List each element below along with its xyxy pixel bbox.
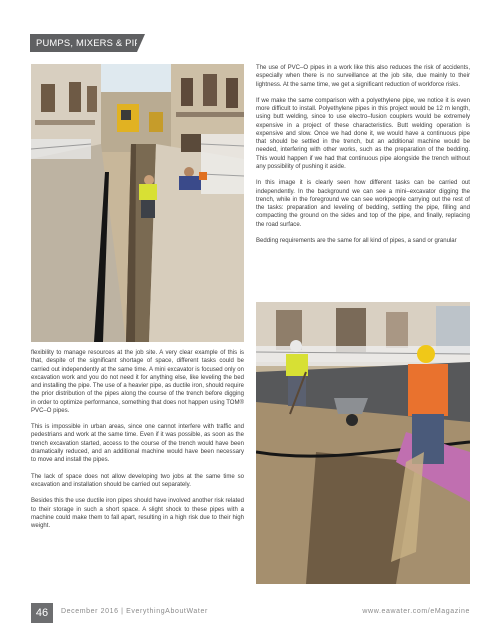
paragraph: The lack of space does not allow developing two jobs at the same time so excavation and installation should be carried out separately. [31, 473, 244, 488]
street-pipe-installation-photo [31, 64, 244, 342]
left-text-column [31, 349, 244, 539]
paragraph: Bedding requirements are the same for all kind of pipes, a sand or granular [256, 238, 457, 245]
issue-label: December 2016 | EverythingAboutWater [61, 608, 208, 615]
page-number: 46 [31, 603, 53, 623]
paragraph: If we make the same comparison with a polyethylene pipe, we notice it is even more difficult to install. Polyethylene pipes in this project would be 12 m length, using butt welding, since to use electro–fusion couplers would be extremely expensive in a project of these characteristics. Butt welding operation is expensive and slow. Once we had done it, we would have a continuous pipe that should be settled in the trench, but an additional machine would be needed, interfering with other works, such as the preparation of the bedding. This would happen if we had that continuous pipe alongside the trench without any possibility of pushing it aside. [256, 97, 470, 170]
paragraph: The use of PVC–O pipes in a work like this also reduces the risk of accidents, especially when there is no surveillance at the job site, due mainly to their lightness. At the same time, we get a significant reduction of workforce risks. [256, 65, 470, 88]
paragraph: This is impossible in urban areas, since one cannot interfere with traffic and pedestrians and work at the same time. Even if it was possible, as soon as the trench excavation started, access to the course of the trench would have been dramatically reduced, and an additional machine would have been necessary to move and install the pipes. [31, 424, 244, 464]
page-footer [0, 603, 500, 625]
right-text-column [256, 64, 470, 254]
section-tag: PUMPS, MIXERS & PIPES [30, 34, 137, 52]
magazine-url[interactable]: www.eawater.com/eMagazine [362, 608, 470, 615]
paragraph: flexibility to manage resources at the job site. A very clear example of this is that, despite of the significant shortage of space, different tasks could be carried out independently at the same time. A mini excavator is focused only on excavation work and you do not need it for anything else, like leveling the bed and installing the pipe. The use of a heavier pipe, as ductile iron, should require the prior distribution of the pipes along the course of the trench before digging in order to optimize performance, something that does not happen using TOM® PVC–O pipes. [31, 350, 244, 414]
trench-workers-photo [256, 302, 470, 584]
paragraph: In this image it is clearly seen how different tasks can be carried out independently. In the background we can see a mini–excavator digging the trench, while in the foreground we can see workpeople carrying out the rest of the tasks: preparation and leveling of bedding, settling the pipe, filling and compacting the ground on the sides and top of the pipe, and finally, replacing the road surface. [256, 180, 470, 228]
paragraph: Besides this the use ductile iron pipes should have involved another risk related to their storage in such a short space. A slight shock to these pipes with a machine could make them to fall apart, resulting in a high risk due to their high weight. [31, 498, 244, 530]
